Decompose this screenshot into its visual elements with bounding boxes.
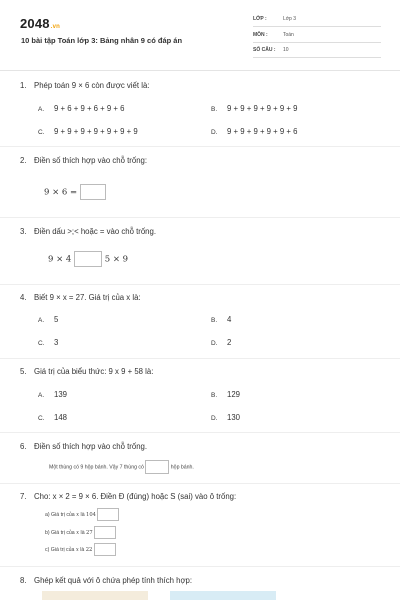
site-logo[interactable]: 2048.vn bbox=[20, 16, 61, 31]
option-d[interactable]: D. 9 + 9 + 9 + 9 + 9 + 6 bbox=[211, 127, 298, 136]
question-1: 1. Phép toán 9 × 6 còn được viết là: bbox=[20, 81, 150, 90]
divider bbox=[0, 146, 400, 147]
question-4: 4. Biết 9 × x = 27. Giá trị của x là: bbox=[20, 293, 141, 302]
sign-box[interactable] bbox=[74, 251, 102, 267]
question-8: 8. Ghép kết quả với ô chứa phép tính thích hợp: bbox=[20, 576, 193, 585]
meta-count bbox=[253, 45, 381, 58]
meta-value: 10 bbox=[283, 47, 289, 53]
option-a[interactable]: A. 9 + 6 + 9 + 6 + 9 + 6 bbox=[38, 104, 125, 113]
page-header bbox=[0, 0, 400, 71]
option-a[interactable]: A. 5 bbox=[38, 315, 59, 324]
option-c[interactable]: C. 9 + 9 + 9 + 9 + 9 + 9 + 9 bbox=[38, 127, 138, 136]
statement-c: c) Giá trị của x là 22 bbox=[45, 543, 116, 556]
option-b[interactable]: B. 4 bbox=[211, 315, 232, 324]
match-card-right[interactable] bbox=[170, 591, 276, 600]
option-d[interactable]: D. 130 bbox=[211, 413, 241, 422]
meta-class bbox=[253, 14, 381, 27]
question-6: 6. Điền số thích hợp vào chỗ trống. bbox=[20, 442, 148, 451]
divider bbox=[0, 432, 400, 433]
question-3: 3. Điền dấu >;< hoặc = vào chỗ trống. bbox=[20, 227, 157, 236]
divider bbox=[0, 483, 400, 484]
page-title: 10 bài tập Toán lớp 3: Bảng nhân 9 có đáp án bbox=[21, 36, 183, 45]
question-2: 2. Điền số thích hợp vào chỗ trống: bbox=[20, 156, 148, 165]
question-7: 7. Cho: x × 2 = 9 × 6. Điền Đ (đúng) hoặc S (sai) vào ô trống: bbox=[20, 492, 237, 501]
match-card-left[interactable] bbox=[42, 591, 148, 600]
option-c[interactable]: C. 148 bbox=[38, 413, 68, 422]
divider bbox=[0, 217, 400, 218]
divider bbox=[0, 566, 400, 567]
meta-label: SỐ CÂU : bbox=[253, 47, 276, 53]
ds-box[interactable] bbox=[94, 526, 116, 539]
statement-a: a) Giá trị của x là 104 bbox=[45, 508, 119, 521]
option-b[interactable]: B. 129 bbox=[211, 390, 241, 399]
comparison: 9 × 4 5 × 9 bbox=[48, 251, 128, 267]
meta-subject bbox=[253, 30, 381, 43]
option-b[interactable]: B. 9 + 9 + 9 + 9 + 9 + 9 bbox=[211, 104, 298, 113]
option-a[interactable]: A. 139 bbox=[38, 390, 68, 399]
meta-value: Lớp 3 bbox=[283, 16, 297, 22]
answer-box[interactable] bbox=[145, 460, 169, 474]
fill-sentence: Một thùng có 9 hộp bánh. Vậy 7 thùng có hộp bánh. bbox=[49, 460, 194, 474]
expression: 9 × 6 = bbox=[44, 184, 106, 200]
ds-box[interactable] bbox=[97, 508, 119, 521]
statement-b: b) Giá trị của x là 27 bbox=[45, 526, 116, 539]
meta-label: LỚP : bbox=[253, 16, 267, 22]
option-d[interactable]: D. 2 bbox=[211, 338, 232, 347]
option-c[interactable]: C. 3 bbox=[38, 338, 59, 347]
meta-label: MÔN : bbox=[253, 32, 268, 38]
answer-box[interactable] bbox=[80, 184, 106, 200]
meta-value: Toán bbox=[283, 32, 294, 38]
divider bbox=[0, 284, 400, 285]
ds-box[interactable] bbox=[94, 543, 116, 556]
divider bbox=[0, 358, 400, 359]
question-5: 5. Giá trị của biểu thức: 9 x 9 + 58 là: bbox=[20, 367, 154, 376]
